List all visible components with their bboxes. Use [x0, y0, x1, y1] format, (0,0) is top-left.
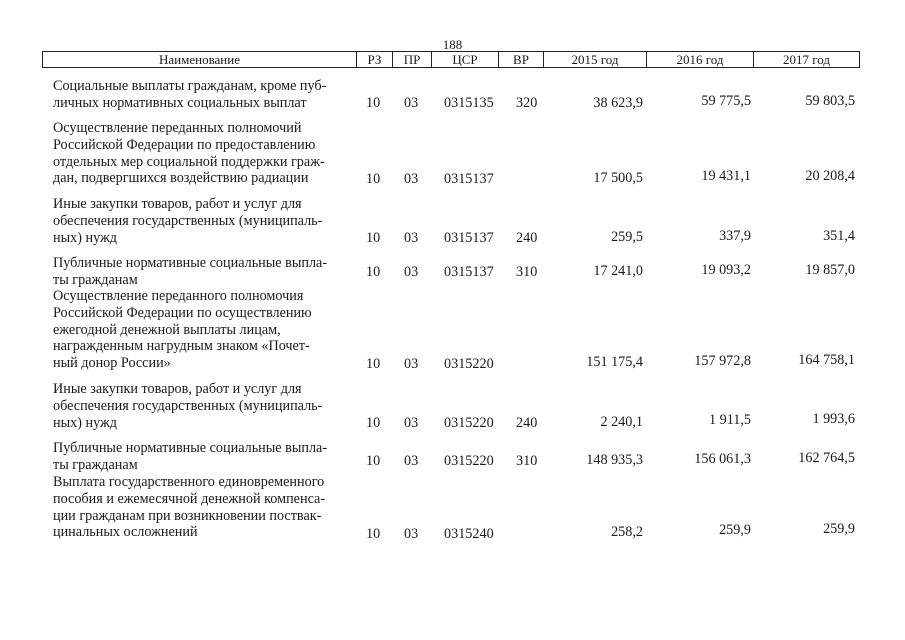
row-2016: 259,9 [719, 522, 751, 538]
row-2015: 38 623,9 [593, 95, 643, 111]
row-2017: 20 208,4 [805, 168, 855, 184]
row-name: Иные закупки товаров, работ и услуг для обеспечения государственных (муниципаль- ных) нужд [53, 196, 323, 246]
row-pr: 03 [404, 95, 419, 111]
row-pr: 03 [404, 356, 419, 372]
row-csr: 0315137 [444, 171, 494, 187]
row-2017: 19 857,0 [805, 262, 855, 278]
page-number: 188 [442, 37, 463, 52]
row-pr: 03 [404, 526, 419, 542]
row-pr: 03 [404, 171, 419, 187]
row-csr: 0315220 [444, 453, 494, 469]
row-pr: 03 [404, 264, 419, 280]
row-rz: 10 [366, 95, 381, 111]
row-2015: 17 500,5 [593, 170, 643, 186]
row-rz: 10 [366, 171, 381, 187]
row-csr: 0315240 [444, 526, 494, 542]
row-rz: 10 [366, 526, 381, 542]
row-2015: 259,5 [611, 229, 643, 245]
row-2017: 162 764,5 [798, 450, 855, 466]
row-csr: 0315135 [444, 95, 494, 111]
row-2017: 59 803,5 [805, 93, 855, 109]
row-2016: 59 775,5 [701, 93, 751, 109]
row-rz: 10 [366, 230, 381, 246]
header-name: Наименование [159, 52, 240, 67]
row-name: Публичные нормативные социальные выпла- ты гражданам [53, 440, 328, 473]
row-csr: 0315220 [444, 415, 494, 431]
row-name: Публичные нормативные социальные выпла- ты гражданам [53, 255, 328, 288]
row-2016: 19 431,1 [701, 168, 751, 184]
row-2016: 1 911,5 [708, 412, 751, 428]
row-2017: 259,9 [823, 521, 855, 537]
header-2016: 2016 год [646, 52, 753, 67]
row-2015: 258,2 [611, 524, 643, 540]
row-csr: 0315137 [444, 264, 494, 280]
row-pr: 03 [404, 415, 419, 431]
row-vr: 320 [516, 95, 538, 111]
header-2017: 2017 год [753, 52, 859, 67]
row-2015: 2 240,1 [600, 414, 643, 430]
row-rz: 10 [366, 415, 381, 431]
row-2016: 337,9 [719, 228, 751, 244]
header-csr: ЦСР [431, 52, 498, 67]
row-vr: 240 [516, 230, 538, 246]
row-2015: 151 175,4 [586, 354, 643, 370]
row-csr: 0315137 [444, 230, 494, 246]
row-vr: 310 [516, 264, 538, 280]
row-name: Социальные выплаты гражданам, кроме пуб- личных нормативных социальных выплат [53, 78, 327, 111]
row-name: Иные закупки товаров, работ и услуг для обеспечения государственных (муниципаль- ных) нужд [53, 381, 323, 431]
row-pr: 03 [404, 230, 419, 246]
row-vr: 310 [516, 453, 538, 469]
row-2015: 148 935,3 [586, 452, 643, 468]
row-vr: 240 [516, 415, 538, 431]
header-vr: ВР [498, 52, 543, 67]
header-rz: РЗ [356, 52, 392, 67]
row-pr: 03 [404, 453, 419, 469]
row-2017: 1 993,6 [812, 411, 855, 427]
row-2016: 19 093,2 [701, 262, 751, 278]
header-pr: ПР [392, 52, 431, 67]
row-2016: 157 972,8 [694, 353, 751, 369]
header-2015: 2015 год [543, 52, 646, 67]
row-name: Выплата государственного единовременного пособия и ежемесячной денежной компенса- ции гражданам при возникновении поствак- цинальных осложнений [53, 474, 326, 541]
row-2015: 17 241,0 [593, 263, 643, 279]
row-2017: 351,4 [823, 228, 855, 244]
row-csr: 0315220 [444, 356, 494, 372]
row-rz: 10 [366, 356, 381, 372]
row-name: Осуществление переданного полномочия Российской Федерации по осуществлению ежегодной денежной выплаты лицам, награжденным нагрудным знаком «Почет- ный донор России» [53, 288, 312, 372]
row-2016: 156 061,3 [694, 451, 751, 467]
row-rz: 10 [366, 264, 381, 280]
row-rz: 10 [366, 453, 381, 469]
row-2017: 164 758,1 [798, 352, 855, 368]
row-name: Осуществление переданных полномочий Российской Федерации по предоставлению отдельных мер социальной поддержки граж- дан, подвергшихся воздействию радиации [53, 120, 325, 187]
